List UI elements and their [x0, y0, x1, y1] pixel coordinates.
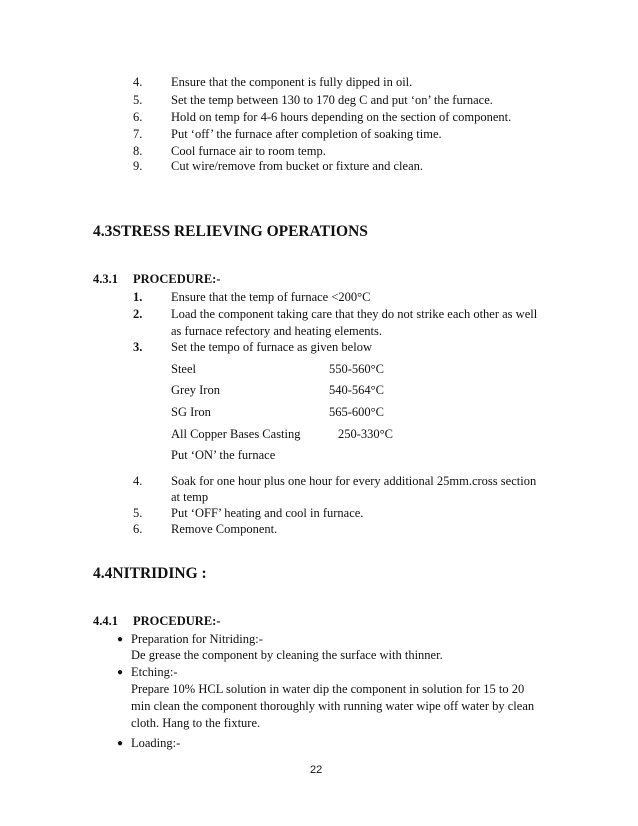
material-range: 565-600°C — [329, 405, 384, 419]
subsection-number: 4.3.1 — [93, 272, 118, 286]
list-item: Set the temp between 130 to 170 deg C and put ‘on’ the furnace. — [171, 93, 493, 107]
step-number: 1. — [133, 290, 143, 304]
bullet-icon: ● — [117, 634, 124, 645]
material-range: 540-564°C — [329, 383, 384, 397]
step-text-continued: at temp — [171, 490, 209, 504]
list-number: 4. — [133, 75, 143, 89]
list-number: 7. — [133, 127, 143, 141]
bullet-text: cloth. Hang to the fixture. — [131, 716, 261, 730]
bullet-text: Prepare 10% HCL solution in water dip the component in solution for 15 to 20 — [131, 682, 525, 696]
list-number: 6. — [133, 110, 143, 124]
list-item: Hold on temp for 4-6 hours depending on the section of component. — [171, 110, 512, 124]
section-heading: 4.4NITRIDING : — [93, 565, 207, 582]
page-number: 22 — [310, 764, 323, 776]
list-item: Ensure that the component is fully dipped in oil. — [171, 75, 413, 89]
bullet-title: Loading:- — [131, 736, 181, 750]
list-item: Cool furnace air to room temp. — [171, 144, 326, 158]
bullet-text: De grease the component by cleaning the surface with thinner. — [131, 648, 443, 662]
list-number: 5. — [133, 93, 143, 107]
subsection-title: PROCEDURE:- — [133, 272, 221, 286]
bullet-title: Etching:- — [131, 665, 178, 679]
list-item: Put ‘off’ the furnace after completion of soaking time. — [171, 127, 442, 141]
step-number: 6. — [133, 522, 143, 536]
put-on-note: Put ‘ON’ the furnace — [171, 448, 276, 462]
list-number: 8. — [133, 144, 143, 158]
bullet-title: Preparation for Nitriding:- — [131, 632, 263, 646]
subsection-number: 4.4.1 — [93, 614, 118, 628]
step-number: 4. — [133, 474, 143, 488]
material-name: Steel — [171, 362, 196, 376]
material-name: SG Iron — [171, 405, 211, 419]
step-text: Remove Component. — [171, 522, 278, 536]
step-text: Ensure that the temp of furnace <200°C — [171, 290, 371, 304]
step-number: 2. — [133, 307, 143, 321]
material-name: All Copper Bases Casting — [171, 427, 301, 441]
list-number: 9. — [133, 159, 143, 173]
material-range: 250-330°C — [338, 427, 393, 441]
list-item: Cut wire/remove from bucket or fixture and clean. — [171, 159, 423, 173]
bullet-icon: ● — [117, 738, 124, 749]
material-range: 550-560°C — [329, 362, 384, 376]
step-number: 3. — [133, 340, 143, 354]
subsection-title: PROCEDURE:- — [133, 614, 221, 628]
bullet-text: min clean the component thoroughly with running water wipe off water by clean — [131, 699, 535, 713]
step-number: 5. — [133, 506, 143, 520]
step-text: Put ‘OFF’ heating and cool in furnace. — [171, 506, 364, 520]
section-heading: 4.3STRESS RELIEVING OPERATIONS — [93, 223, 368, 240]
material-name: Grey Iron — [171, 383, 220, 397]
step-text: Set the tempo of furnace as given below — [171, 340, 372, 354]
step-text: Load the component taking care that they do not strike each other as well — [171, 307, 538, 321]
bullet-icon: ● — [117, 667, 124, 678]
step-text-continued: as furnace refectory and heating elements. — [171, 324, 383, 338]
step-text: Soak for one hour plus one hour for every additional 25mm.cross section — [171, 474, 537, 488]
